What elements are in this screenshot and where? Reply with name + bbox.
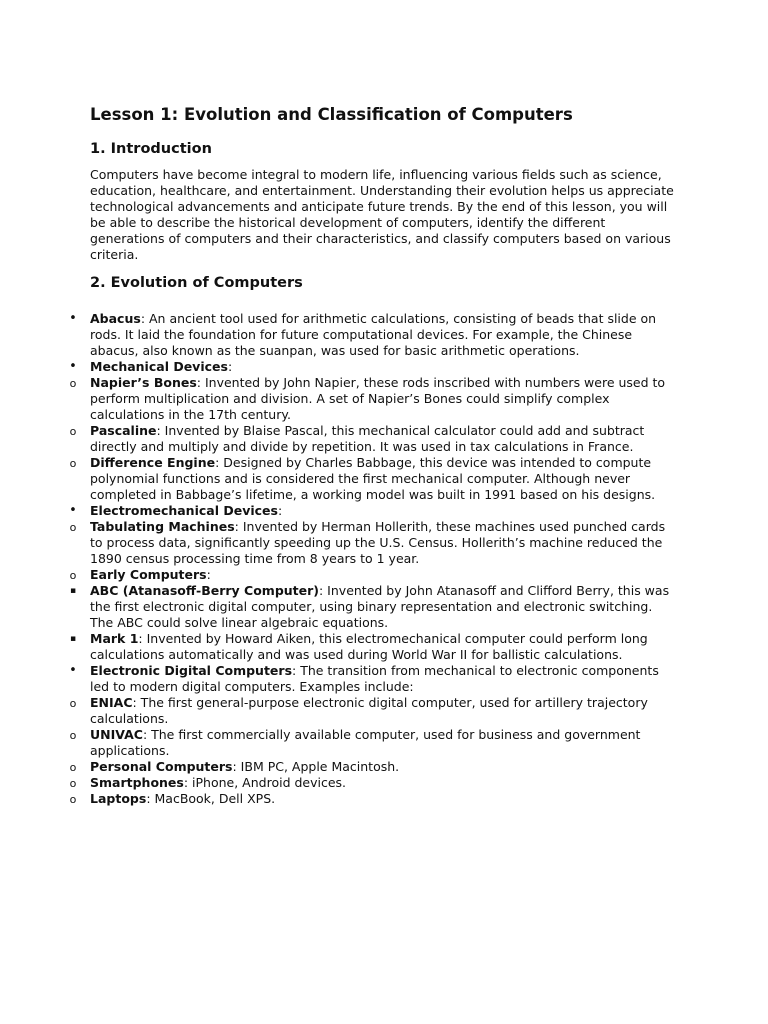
list-item: [69, 423, 678, 455]
list-item-term: Laptops: [90, 791, 147, 806]
list-item-term: Personal Computers: [90, 759, 233, 774]
list-item: [69, 567, 678, 583]
list-item-text: : The first general-purpose electronic digital computer, used for artillery trajectory calculations.: [90, 695, 648, 726]
list-item-term: Smartphones: [90, 775, 184, 790]
list-item-text: : Invented by Herman Hollerith, these machines used punched cards to process data, significantly speeding up the U.S. Census. Hollerith’s machine reduced the 1890 census processing time from 8 years to 1 year.: [90, 519, 666, 566]
list-item: [69, 663, 678, 695]
list-item-term: Difference Engine: [90, 455, 216, 470]
list-item: [69, 631, 678, 663]
list-item-text: : IBM PC, Apple Macintosh.: [232, 759, 400, 774]
circle-marker-icon: o: [69, 729, 77, 742]
bullet-marker-icon: •: [69, 663, 77, 678]
list-item-text: : The first commercially available computer, used for business and government applications.: [90, 727, 641, 758]
list-item-text: : An ancient tool used for arithmetic calculations, consisting of beads that slide on rods. It laid the foundation for future computational devices. For example, the Chinese abacus, also known as the suanpan, was used for basic arithmetic operations.: [90, 311, 657, 358]
list-item: [69, 727, 678, 759]
list-item-text: : MacBook, Dell XPS.: [146, 791, 276, 806]
list-item-text: : Invented by Howard Aiken, this electromechanical computer could perform long calculations automatically and was used during World War II for ballistic calculations.: [90, 631, 648, 662]
list-item: [69, 455, 678, 503]
circle-marker-icon: o: [69, 777, 77, 790]
list-item-term: Mechanical Devices: [90, 359, 228, 374]
list-item: [69, 775, 678, 791]
list-item-text: : Invented by John Atanasoff and Clifford Berry, this was the first electronic digital computer, using binary representation and electronic switching. The ABC could solve linear algebraic equations.: [90, 583, 670, 630]
list-item: [69, 791, 678, 807]
list-item-term: Mark 1: [90, 631, 139, 646]
introduction-paragraph: Computers have become integral to modern life, influencing various fields such as science, education, healthcare, and entertainment. Understanding their evolution helps us appreciate technological advancements and anticipate future trends. By the end of this lesson, you will be able to describe the historical development of computers, identify the different generations of computers and their characteristics, and classify computers based on various criteria.: [90, 167, 674, 262]
list-item-term: Pascaline: [90, 423, 157, 438]
list-item-term: Early Computers: [90, 567, 207, 582]
lesson-title: Lesson 1: Evolution and Classification of Computers: [90, 105, 573, 124]
section-heading-evolution: 2. Evolution of Computers: [90, 275, 303, 291]
list-item-term: Electromechanical Devices: [90, 503, 278, 518]
square-marker-icon: ▪: [69, 634, 77, 644]
circle-marker-icon: o: [69, 425, 77, 438]
circle-marker-icon: o: [69, 569, 77, 582]
list-item-text: : iPhone, Android devices.: [183, 775, 347, 790]
bullet-marker-icon: •: [69, 503, 77, 518]
list-item: [69, 311, 678, 359]
circle-marker-icon: o: [69, 457, 77, 470]
list-item-text: :: [277, 503, 283, 518]
bullet-marker-icon: •: [69, 311, 77, 326]
list-item: [69, 695, 678, 727]
list-item-text: : Designed by Charles Babbage, this device was intended to compute polynomial functions and is considered the first mechanical computer. Although never completed in Babbage’s lifetime, a working model was built in 1991 based on his designs.: [90, 455, 656, 502]
bullet-marker-icon: •: [69, 359, 77, 374]
list-item-text: : Invented by John Napier, these rods inscribed with numbers were used to perform multiplication and division. A set of Napier’s Bones could simplify complex calculations in the 17th century.: [90, 375, 666, 422]
list-item-text: :: [206, 567, 211, 582]
list-item: [69, 519, 678, 567]
circle-marker-icon: o: [69, 761, 77, 774]
section-heading-introduction: 1. Introduction: [90, 141, 212, 157]
list-item-term: Abacus: [90, 311, 141, 326]
square-marker-icon: ▪: [69, 586, 77, 596]
list-item-term: Electronic Digital Computers: [90, 663, 293, 678]
list-item-text: : The transition from mechanical to electronic components led to modern digital computers. Examples include:: [90, 663, 659, 694]
circle-marker-icon: o: [69, 793, 77, 806]
list-item: [69, 759, 678, 775]
circle-marker-icon: o: [69, 521, 77, 534]
list-item: [69, 503, 678, 519]
circle-marker-icon: o: [69, 697, 77, 710]
list-item: [69, 583, 678, 631]
list-item-term: Tabulating Machines: [90, 519, 235, 534]
list-item-term: ENIAC: [90, 695, 133, 710]
list-item-text: :: [227, 359, 233, 374]
list-item: [69, 359, 678, 375]
list-item-term: UNIVAC: [90, 727, 143, 742]
circle-marker-icon: o: [69, 377, 77, 390]
evolution-list: [69, 311, 678, 807]
list-item-term: ABC (Atanasoff-Berry Computer): [90, 583, 319, 598]
list-item-text: : Invented by Blaise Pascal, this mechanical calculator could add and subtract directly and multiply and divide by repetition. It was used in tax calculations in France.: [90, 423, 645, 454]
list-item: [69, 375, 678, 423]
list-item-term: Napier’s Bones: [90, 375, 197, 390]
